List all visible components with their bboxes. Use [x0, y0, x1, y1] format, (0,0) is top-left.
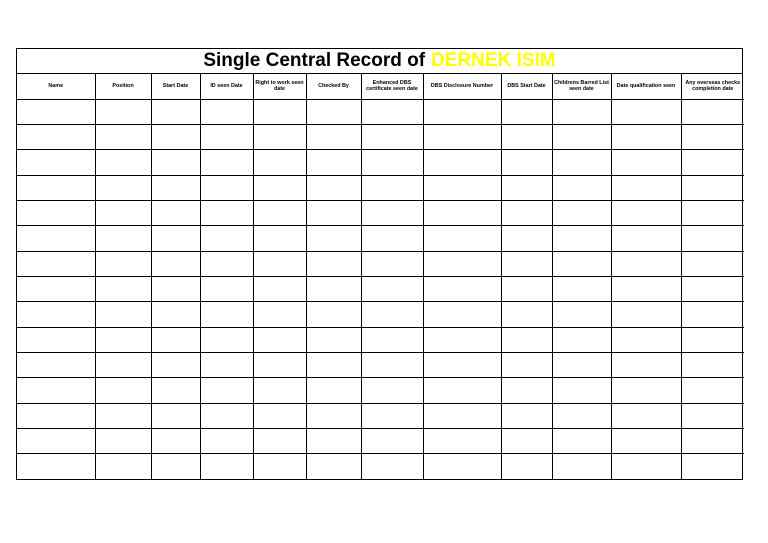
table-cell: [151, 99, 200, 124]
table-cell: [17, 403, 95, 428]
table-cell: [501, 99, 552, 124]
table-cell: [501, 454, 552, 479]
table-cell: [17, 150, 95, 175]
table-cell: [17, 124, 95, 149]
table-cell: [423, 200, 501, 225]
table-cell: [95, 124, 151, 149]
table-cell: [253, 428, 306, 453]
table-cell: [151, 226, 200, 251]
table-cell: [306, 150, 361, 175]
page-title: [17, 49, 742, 74]
table-cell: [306, 352, 361, 377]
table-cell: [200, 150, 253, 175]
column-header: Any overseas checks completion date: [681, 74, 744, 99]
table-cell: [423, 150, 501, 175]
table-cell: [95, 226, 151, 251]
table-row: [17, 276, 744, 301]
table-cell: [17, 352, 95, 377]
table-cell: [253, 200, 306, 225]
table-cell: [552, 302, 611, 327]
table-cell: [423, 327, 501, 352]
table-cell: [423, 276, 501, 301]
table-cell: [501, 403, 552, 428]
table-cell: [611, 403, 681, 428]
table-row: [17, 175, 744, 200]
table-cell: [501, 251, 552, 276]
table-cell: [151, 251, 200, 276]
table-cell: [611, 226, 681, 251]
table-cell: [611, 175, 681, 200]
table-cell: [361, 428, 423, 453]
column-header: DBS Start Date: [501, 74, 552, 99]
table-cell: [423, 403, 501, 428]
table-cell: [306, 302, 361, 327]
table-cell: [151, 428, 200, 453]
table-cell: [95, 175, 151, 200]
table-cell: [501, 428, 552, 453]
table-cell: [361, 352, 423, 377]
table-cell: [681, 327, 744, 352]
table-row: [17, 352, 744, 377]
table-cell: [253, 150, 306, 175]
table-cell: [681, 175, 744, 200]
table-cell: [253, 175, 306, 200]
table-cell: [611, 378, 681, 403]
table-cell: [253, 226, 306, 251]
table-cell: [200, 378, 253, 403]
table-cell: [552, 200, 611, 225]
table-cell: [253, 327, 306, 352]
table-row: [17, 150, 744, 175]
table-cell: [17, 428, 95, 453]
table-cell: [200, 200, 253, 225]
header-row: [17, 74, 744, 99]
table-row: [17, 200, 744, 225]
table-cell: [423, 428, 501, 453]
table-cell: [501, 327, 552, 352]
table-row: [17, 99, 744, 124]
table-cell: [200, 454, 253, 479]
table-row: [17, 226, 744, 251]
table-cell: [95, 378, 151, 403]
table-cell: [423, 251, 501, 276]
table-cell: [423, 226, 501, 251]
table-cell: [253, 454, 306, 479]
table-cell: [200, 175, 253, 200]
table-cell: [361, 378, 423, 403]
table-cell: [552, 175, 611, 200]
table-cell: [151, 352, 200, 377]
table-cell: [17, 276, 95, 301]
table-row: [17, 327, 744, 352]
table-cell: [95, 150, 151, 175]
column-header: Right to work seen date: [253, 74, 306, 99]
table-cell: [306, 276, 361, 301]
table-cell: [361, 454, 423, 479]
table-cell: [552, 352, 611, 377]
table-cell: [501, 226, 552, 251]
table-cell: [200, 428, 253, 453]
table-cell: [200, 276, 253, 301]
table-cell: [17, 327, 95, 352]
table-cell: [681, 251, 744, 276]
table-cell: [361, 226, 423, 251]
table-cell: [501, 150, 552, 175]
table-cell: [423, 175, 501, 200]
record-table: [17, 74, 744, 479]
table-cell: [95, 352, 151, 377]
table-cell: [17, 378, 95, 403]
table-cell: [151, 276, 200, 301]
table-cell: [681, 454, 744, 479]
table-cell: [151, 124, 200, 149]
table-cell: [361, 327, 423, 352]
table-cell: [95, 327, 151, 352]
table-cell: [611, 200, 681, 225]
table-cell: [253, 378, 306, 403]
table-cell: [306, 99, 361, 124]
table-cell: [552, 251, 611, 276]
table-cell: [611, 302, 681, 327]
table-cell: [611, 251, 681, 276]
table-cell: [681, 403, 744, 428]
table-cell: [200, 226, 253, 251]
table-cell: [361, 251, 423, 276]
table-cell: [253, 251, 306, 276]
table-cell: [361, 99, 423, 124]
table-cell: [552, 150, 611, 175]
table-cell: [306, 226, 361, 251]
table-cell: [200, 327, 253, 352]
table-header: [17, 74, 744, 99]
table-cell: [552, 403, 611, 428]
single-central-record-sheet: [16, 48, 743, 480]
table-cell: [423, 124, 501, 149]
table-cell: [361, 200, 423, 225]
column-header: Childrens Barred List seen date: [552, 74, 611, 99]
table-cell: [361, 150, 423, 175]
table-cell: [306, 200, 361, 225]
table-cell: [306, 403, 361, 428]
table-cell: [253, 403, 306, 428]
table-cell: [95, 251, 151, 276]
table-cell: [361, 124, 423, 149]
table-cell: [501, 175, 552, 200]
table-cell: [681, 226, 744, 251]
column-header: DBS Disclosure Number: [423, 74, 501, 99]
table-cell: [253, 99, 306, 124]
table-cell: [151, 378, 200, 403]
table-cell: [423, 378, 501, 403]
table-cell: [151, 454, 200, 479]
table-cell: [681, 150, 744, 175]
column-header: Start Date: [151, 74, 200, 99]
table-cell: [681, 352, 744, 377]
table-cell: [151, 175, 200, 200]
table-cell: [361, 302, 423, 327]
table-cell: [200, 352, 253, 377]
table-row: [17, 124, 744, 149]
table-cell: [552, 378, 611, 403]
table-cell: [95, 99, 151, 124]
table-cell: [681, 302, 744, 327]
table-cell: [17, 175, 95, 200]
table-row: [17, 454, 744, 479]
table-body: [17, 99, 744, 479]
organization-name: DERNEK ISIM: [431, 50, 556, 71]
table-cell: [611, 428, 681, 453]
table-cell: [306, 251, 361, 276]
column-header: Enhanced DBS certificate seen date: [361, 74, 423, 99]
table-cell: [306, 378, 361, 403]
table-cell: [611, 99, 681, 124]
table-cell: [361, 276, 423, 301]
table-cell: [253, 276, 306, 301]
table-cell: [17, 99, 95, 124]
table-cell: [423, 352, 501, 377]
table-cell: [17, 302, 95, 327]
table-cell: [681, 124, 744, 149]
table-cell: [552, 99, 611, 124]
table-cell: [306, 327, 361, 352]
column-header: Position: [95, 74, 151, 99]
table-cell: [95, 428, 151, 453]
table-cell: [611, 276, 681, 301]
table-cell: [200, 403, 253, 428]
table-cell: [681, 99, 744, 124]
table-cell: [306, 428, 361, 453]
column-header: Checked By: [306, 74, 361, 99]
table-cell: [95, 302, 151, 327]
table-cell: [681, 378, 744, 403]
table-cell: [552, 276, 611, 301]
table-cell: [501, 302, 552, 327]
table-cell: [423, 99, 501, 124]
table-cell: [681, 200, 744, 225]
table-cell: [501, 124, 552, 149]
table-cell: [151, 403, 200, 428]
table-cell: [552, 226, 611, 251]
table-cell: [552, 124, 611, 149]
table-cell: [17, 251, 95, 276]
table-cell: [306, 454, 361, 479]
table-cell: [501, 276, 552, 301]
table-cell: [501, 352, 552, 377]
table-row: [17, 428, 744, 453]
table-row: [17, 378, 744, 403]
table-cell: [253, 302, 306, 327]
table-cell: [17, 226, 95, 251]
table-cell: [306, 124, 361, 149]
table-row: [17, 251, 744, 276]
column-header: Date qualification seen: [611, 74, 681, 99]
table-cell: [151, 200, 200, 225]
table-cell: [200, 302, 253, 327]
table-cell: [681, 276, 744, 301]
table-cell: [17, 200, 95, 225]
title-prefix: Single Central Record of: [203, 50, 426, 71]
table-cell: [501, 200, 552, 225]
column-header: Name: [17, 74, 95, 99]
table-cell: [17, 454, 95, 479]
table-cell: [253, 124, 306, 149]
table-cell: [151, 327, 200, 352]
table-cell: [95, 276, 151, 301]
table-cell: [611, 327, 681, 352]
table-cell: [95, 403, 151, 428]
table-cell: [361, 403, 423, 428]
table-cell: [200, 251, 253, 276]
table-row: [17, 403, 744, 428]
table-cell: [151, 150, 200, 175]
table-cell: [253, 352, 306, 377]
table-cell: [95, 454, 151, 479]
column-header: ID seen Date: [200, 74, 253, 99]
table-cell: [423, 454, 501, 479]
table-cell: [423, 302, 501, 327]
table-row: [17, 302, 744, 327]
table-cell: [611, 352, 681, 377]
table-cell: [552, 327, 611, 352]
table-cell: [151, 302, 200, 327]
table-cell: [95, 200, 151, 225]
table-cell: [552, 428, 611, 453]
table-cell: [200, 99, 253, 124]
table-cell: [552, 454, 611, 479]
table-cell: [611, 124, 681, 149]
table-cell: [611, 454, 681, 479]
table-cell: [306, 175, 361, 200]
table-cell: [611, 150, 681, 175]
table-cell: [361, 175, 423, 200]
table-cell: [681, 428, 744, 453]
table-cell: [501, 378, 552, 403]
table-cell: [200, 124, 253, 149]
